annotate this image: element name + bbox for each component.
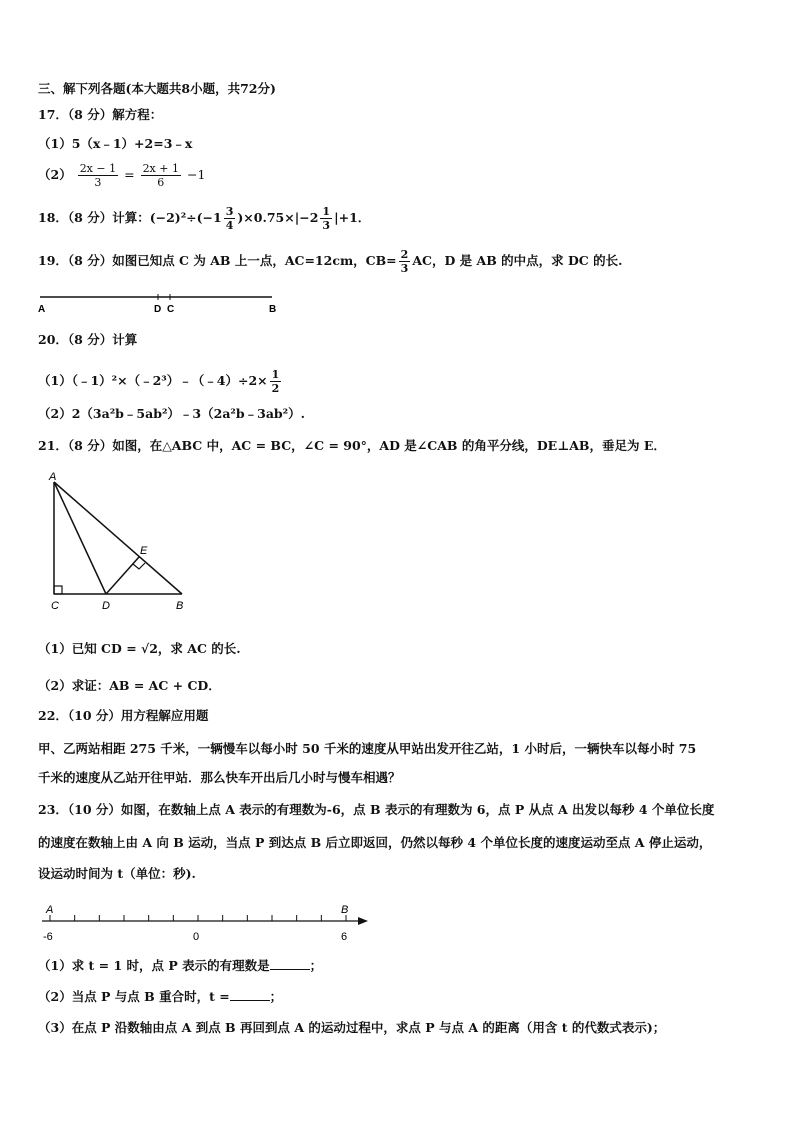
q23-part1 <box>38 957 322 975</box>
q20-fraction <box>270 368 282 395</box>
q17-f2-numerator: 2x + 1 <box>142 162 179 175</box>
q18-mid: )×0.75×|−2 <box>237 210 319 225</box>
q17-part2-prefix: （2） <box>38 167 72 182</box>
q23-number-line <box>38 898 378 946</box>
q21-label-b: B <box>176 600 184 612</box>
q19-line <box>38 248 622 275</box>
q17-part1: （1）5（x﹣1）+2=3﹣x <box>38 136 193 151</box>
q20-f-numerator: 1 <box>271 368 280 381</box>
q17-fraction-1 <box>78 162 118 189</box>
q19-head: 19．（8 分）如图已知点 C 为 AB 上一点，AC=12cm，CB= <box>38 253 397 268</box>
q20-part2: （2）2（3a²b﹣5ab²）﹣3（2a²b﹣3ab²）. <box>38 406 305 421</box>
q22-body-1: 甲、乙两站相距 275 千米，一辆慢车以每小时 50 千米的速度从甲站出发开往乙站，1 小时后，一辆快车以每小时 75 <box>38 741 697 756</box>
q23-part1-end: ； <box>309 958 323 973</box>
q23-ticks <box>50 915 346 921</box>
q23-part2-text: （2）当点 P 与点 B 重合时，t = <box>38 989 230 1004</box>
q17-heading: 17．（8 分）解方程： <box>38 107 163 122</box>
q23-axis-arrow <box>358 917 368 925</box>
q18-f2-denominator: 3 <box>322 219 331 232</box>
q19-f-numerator: 2 <box>400 248 409 261</box>
q23-tick-label-neg6: -6 <box>43 931 53 943</box>
q23-tick-label-0: 0 <box>193 931 200 943</box>
q23-body-1: 的速度在数轴上由 A 向 B 运动，当点 P 到达点 B 后立即返回，仍然以每秒 4 个单位长度的速度运动至点 A 停止运动， <box>38 835 712 850</box>
section-title: 三、解下列各题(本大题共8小题，共72分) <box>38 81 276 96</box>
q20-heading: 20．（8 分）计算 <box>38 332 138 347</box>
q23-part2-end: ； <box>269 989 283 1004</box>
q20-f-denominator: 2 <box>271 382 280 395</box>
q21-heading: 21．（8 分）如图，在△ABC 中，AC = BC，∠C = 90°，AD 是∠CAB 的角平分线，DE⊥AB，垂足为 E． <box>38 438 666 453</box>
q22-heading: 22．（10 分）用方程解应用题 <box>38 708 209 723</box>
q23-part1-blank <box>270 957 310 970</box>
q23-body-2: 设运动时间为 t（单位：秒). <box>38 866 196 881</box>
q18-head: 18．（8 分）计算：(−2)²÷(−1 <box>38 210 222 225</box>
q18-line <box>38 205 370 232</box>
q21-part1: （1）已知 CD = √2，求 AC 的长. <box>38 641 241 656</box>
q19-label-d: D <box>154 304 162 315</box>
q19-label-a: A <box>38 304 46 315</box>
q17-equals: = <box>124 167 135 182</box>
q21-right-angle-c <box>54 586 62 594</box>
q19-label-b: B <box>269 304 277 315</box>
q17-fraction-2 <box>141 162 181 189</box>
q19-segment-figure <box>36 288 286 318</box>
q23-heading: 23．（10 分）如图，在数轴上点 A 表示的有理数为-6，点 B 表示的有理数为 6，点 P 从点 A 出发以每秒 4 个单位长度 <box>38 802 715 817</box>
q21-label-d: D <box>102 600 110 612</box>
q21-right-angle-e <box>133 563 145 569</box>
q22-body-2: 千米的速度从乙站开往甲站．那么快车开出后几小时与慢车相遇？ <box>38 770 401 785</box>
q18-fraction-1 <box>224 205 236 232</box>
q17-part2 <box>38 162 205 189</box>
q23-label-b: B <box>341 904 349 916</box>
q23-label-a: A <box>46 904 54 916</box>
q23-part1-text: （1）求 t = 1 时，点 P 表示的有理数是 <box>38 958 270 973</box>
q17-f1-numerator: 2x − 1 <box>79 162 117 175</box>
q21-label-a: A <box>49 471 57 483</box>
q23-part3: （3）在点 P 沿数轴由点 A 到点 B 再回到点 A 的运动过程中，求点 P 与点 A 的距离（用含 t 的代数式表示)； <box>38 1020 666 1035</box>
q19-f-denominator: 3 <box>400 262 409 275</box>
q20-part1-expr: （1）（﹣1）²×（﹣2³）﹣（﹣4）÷2× <box>38 373 268 388</box>
q23-part2 <box>38 988 282 1006</box>
q19-label-c: C <box>167 304 175 315</box>
q21-label-c: C <box>51 600 59 612</box>
q21-side-ab <box>54 482 182 594</box>
q21-label-e: E <box>140 545 148 557</box>
q17-tail: −1 <box>186 167 206 182</box>
q21-part2: （2）求证：AB = AC + CD． <box>38 678 221 693</box>
q21-triangle-figure <box>40 470 200 618</box>
q23-tick-label-6: 6 <box>341 931 348 943</box>
q18-f2-numerator: 1 <box>322 205 331 218</box>
q17-f2-denominator: 6 <box>157 176 165 189</box>
q17-f1-denominator: 3 <box>94 176 102 189</box>
q18-f1-denominator: 4 <box>225 219 234 232</box>
q19-tail: AC，D 是 AB 的中点，求 DC 的长. <box>412 253 623 268</box>
q18-fraction-2 <box>320 205 332 232</box>
q18-tail: |+1． <box>334 210 371 225</box>
q20-part1 <box>38 368 283 395</box>
q21-segment-de <box>106 557 139 594</box>
q19-fraction <box>399 248 411 275</box>
q21-segment-ad <box>54 482 106 594</box>
q18-f1-numerator: 3 <box>225 205 234 218</box>
q23-part2-blank <box>230 988 270 1001</box>
